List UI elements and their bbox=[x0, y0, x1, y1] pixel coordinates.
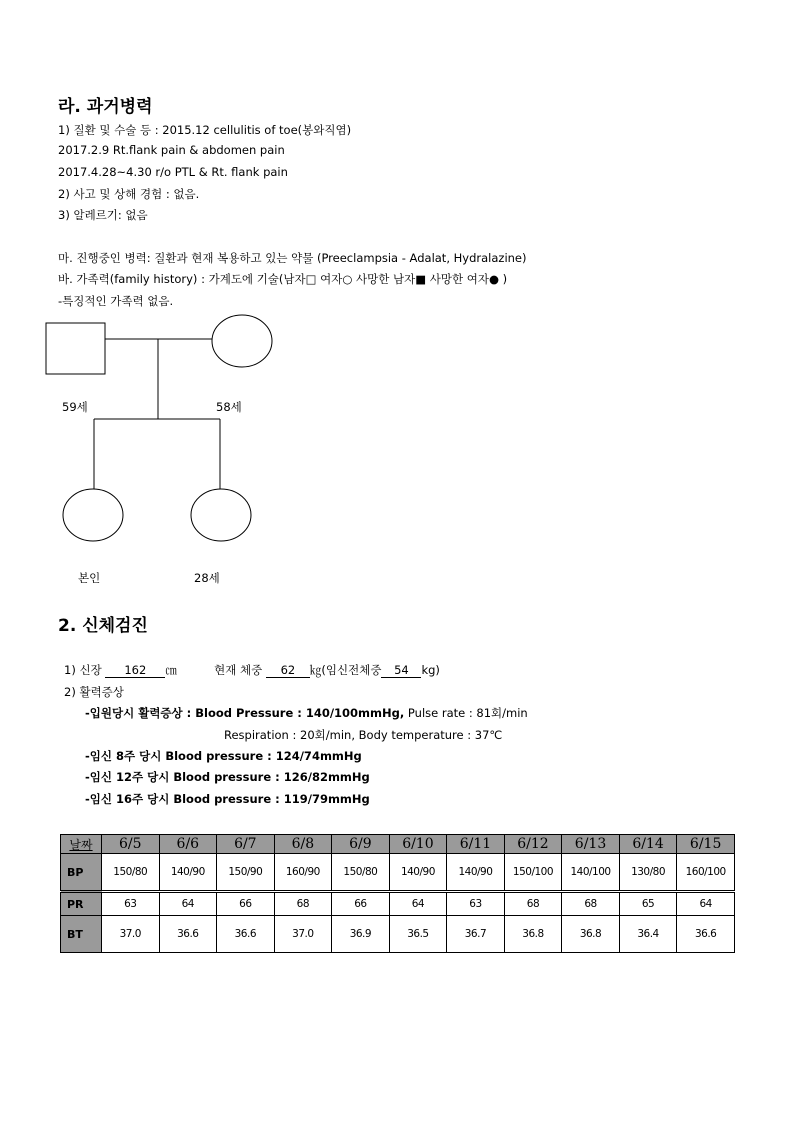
bp-week8: -임신 8주 당시 Blood pressure : 124/74mmHg bbox=[85, 749, 362, 763]
vitals-cell: 160/100 bbox=[677, 854, 735, 892]
vitals-cell: 36.6 bbox=[159, 916, 217, 953]
vitals-cell: 68 bbox=[562, 892, 620, 916]
vitals-cell: 36.5 bbox=[389, 916, 447, 953]
vitals-cell: 36.8 bbox=[504, 916, 562, 953]
vitals-cell: 160/90 bbox=[274, 854, 332, 892]
date-header-cell: 6/5 bbox=[102, 835, 160, 854]
vitals-cell: 150/80 bbox=[102, 854, 160, 892]
date-header-cell: 6/7 bbox=[217, 835, 275, 854]
vitals-cell: 140/90 bbox=[447, 854, 505, 892]
date-header-cell: 6/11 bbox=[447, 835, 505, 854]
sibling-circle bbox=[191, 489, 251, 541]
admission-resp-temp: Respiration : 20회/min, Body temperature : 37℃ bbox=[224, 728, 503, 742]
vitals-cell: 64 bbox=[159, 892, 217, 916]
bp-week16: -임신 16주 당시 Blood pressure : 119/79mmHg bbox=[85, 792, 370, 806]
vitals-cell: 63 bbox=[102, 892, 160, 916]
date-header-cell: 6/15 bbox=[677, 835, 735, 854]
current-illness: 마. 진행중인 병력: 질환과 현재 복용하고 있는 약물 (Preeclampsia - Adalat, Hydralazine) bbox=[58, 251, 527, 265]
father-square bbox=[46, 323, 105, 374]
admission-pulse: Pulse rate : 81회/min bbox=[404, 706, 528, 720]
admission-vitals bbox=[85, 705, 528, 721]
family-history-note: -특징적인 가족력 없음. bbox=[58, 294, 174, 308]
vitals-cell: 36.4 bbox=[619, 916, 677, 953]
past-history-line: 2017.2.9 Rt.flank pain & abdomen pain bbox=[58, 143, 285, 157]
vitals-label: 2) 활력증상 bbox=[64, 685, 124, 699]
family-history-line: 바. 가족력(family history) : 가계도에 기술(남자□ 여자○ 사망한 남자■ 사망한 여자● ) bbox=[58, 272, 508, 286]
past-history-heading: 라. 과거병력 bbox=[58, 97, 153, 117]
row-label-cell: BP bbox=[61, 854, 102, 892]
vitals-cell: 150/80 bbox=[332, 854, 390, 892]
weight-unit: ㎏(임신전체중 bbox=[309, 663, 382, 677]
date-header-cell: 6/9 bbox=[332, 835, 390, 854]
date-header-cell: 6/14 bbox=[619, 835, 677, 854]
vitals-cell: 130/80 bbox=[619, 854, 677, 892]
physical-exam-heading: 2. 신체검진 bbox=[58, 616, 148, 636]
vitals-cell: 36.6 bbox=[217, 916, 275, 953]
vitals-cell: 36.7 bbox=[447, 916, 505, 953]
mother-age-label: 58세 bbox=[216, 400, 242, 414]
past-history-line: 2017.4.28~4.30 r/o PTL & Rt. flank pain bbox=[58, 165, 288, 179]
row-label-cell: PR bbox=[61, 892, 102, 916]
vitals-cell: 66 bbox=[217, 892, 275, 916]
vitals-cell: 140/90 bbox=[159, 854, 217, 892]
weight-label: 현재 체중 bbox=[214, 663, 263, 677]
date-corner-cell: 날짜 bbox=[61, 835, 102, 854]
vitals-cell: 37.0 bbox=[274, 916, 332, 953]
vitals-cell: 36.9 bbox=[332, 916, 390, 953]
vitals-row-pr bbox=[61, 892, 735, 916]
date-header-cell: 6/8 bbox=[274, 835, 332, 854]
self-label: 본인 bbox=[78, 571, 101, 585]
height-weight-line bbox=[64, 662, 440, 678]
vitals-header-row bbox=[61, 835, 735, 854]
date-header-cell: 6/12 bbox=[504, 835, 562, 854]
weight-value: 62 bbox=[266, 663, 310, 678]
admission-bp: -입원당시 활력증상 : Blood Pressure : 140/100mmHg, bbox=[85, 706, 405, 720]
vitals-cell: 64 bbox=[677, 892, 735, 916]
accident-history: 2) 사고 및 상해 경험 : 없음. bbox=[58, 187, 200, 201]
vitals-cell: 140/90 bbox=[389, 854, 447, 892]
vitals-cell: 140/100 bbox=[562, 854, 620, 892]
prepregnancy-weight-value: 54 bbox=[381, 663, 421, 678]
mother-circle bbox=[212, 315, 272, 367]
prepregnancy-weight-unit: kg) bbox=[421, 663, 440, 677]
date-header-cell: 6/10 bbox=[389, 835, 447, 854]
vitals-cell: 150/90 bbox=[217, 854, 275, 892]
vitals-cell: 66 bbox=[332, 892, 390, 916]
height-label: 1) 신장 bbox=[64, 663, 102, 677]
vitals-row-bt bbox=[61, 916, 735, 953]
bp-week12: -임신 12주 당시 Blood pressure : 126/82mmHg bbox=[85, 770, 370, 784]
vitals-cell: 36.8 bbox=[562, 916, 620, 953]
father-age-label: 59세 bbox=[62, 400, 88, 414]
vitals-row-bp bbox=[61, 854, 735, 892]
self-circle bbox=[63, 489, 123, 541]
vitals-cell: 68 bbox=[504, 892, 562, 916]
vitals-cell: 63 bbox=[447, 892, 505, 916]
row-label-cell: BT bbox=[61, 916, 102, 953]
date-header-cell: 6/6 bbox=[159, 835, 217, 854]
height-unit: ㎝ bbox=[165, 663, 177, 677]
vitals-cell: 64 bbox=[389, 892, 447, 916]
vitals-cell: 37.0 bbox=[102, 916, 160, 953]
vitals-cell: 150/100 bbox=[504, 854, 562, 892]
date-header-cell: 6/13 bbox=[562, 835, 620, 854]
height-value: 162 bbox=[105, 663, 165, 678]
past-history-line: 1) 질환 및 수술 등 : 2015.12 cellulitis of toe(봉와직염) bbox=[58, 123, 352, 137]
vitals-cell: 36.6 bbox=[677, 916, 735, 953]
sibling-age-label: 28세 bbox=[194, 571, 220, 585]
vitals-table bbox=[60, 834, 735, 953]
vitals-cell: 65 bbox=[619, 892, 677, 916]
vitals-cell: 68 bbox=[274, 892, 332, 916]
allergy-history: 3) 알레르기: 없음 bbox=[58, 208, 148, 222]
